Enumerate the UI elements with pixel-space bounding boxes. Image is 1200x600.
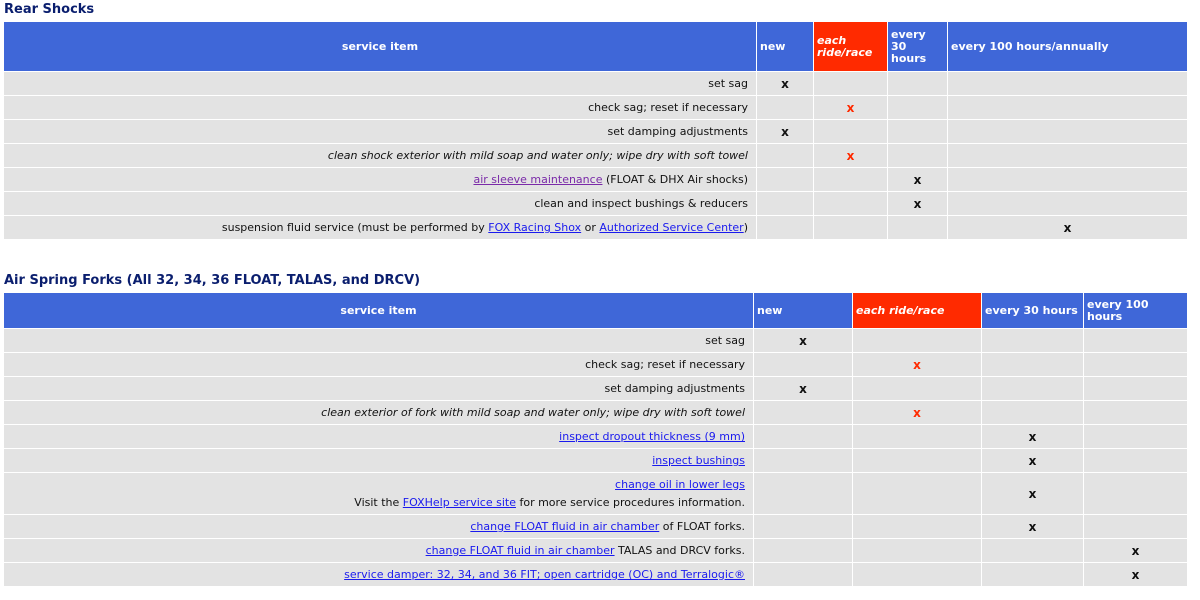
mark-each-ride: [814, 216, 888, 240]
mark-new: [754, 473, 853, 515]
mark-30-hours: [888, 72, 948, 96]
table-row: [4, 168, 1188, 192]
mark-new: x: [754, 329, 853, 353]
mark-each-ride: x: [814, 144, 888, 168]
mark-each-ride: [814, 168, 888, 192]
mark-new: x: [757, 72, 814, 96]
header-every-100-hours: every 100 hours/annually: [948, 22, 1188, 72]
mark-30-hours: x: [888, 192, 948, 216]
table-row: [4, 401, 1188, 425]
mark-each-ride: [814, 120, 888, 144]
foxhelp-service-site-link[interactable]: FOXHelp service site: [402, 495, 516, 509]
mark-new: [754, 539, 853, 563]
mark-30-hours: [982, 563, 1084, 587]
service-item: set damping adjustments: [4, 377, 754, 401]
service-item-note: (FLOAT & DHX Air shocks): [602, 173, 748, 186]
header-every-30-hours: every 30 hours: [982, 293, 1084, 329]
mark-each-ride: x: [853, 353, 982, 377]
table-row: [4, 425, 1188, 449]
mark-100-hours: [948, 168, 1188, 192]
table-row: [4, 120, 1188, 144]
header-service-item: service item: [4, 22, 757, 72]
mark-30-hours: x: [888, 168, 948, 192]
mark-100-hours: x: [1084, 539, 1188, 563]
mark-each-ride: [853, 425, 982, 449]
mark-100-hours: [948, 192, 1188, 216]
service-item-text: ): [743, 221, 748, 234]
header-each-ride: each ride/race: [853, 293, 982, 329]
table-row: [4, 563, 1188, 587]
mark-30-hours: [888, 216, 948, 240]
service-item: [4, 563, 754, 587]
service-item: [4, 473, 754, 515]
service-item: clean exterior of fork with mild soap and water only; wipe dry with soft towel: [4, 401, 754, 425]
table-row: [4, 96, 1188, 120]
mark-each-ride: [853, 329, 982, 353]
mark-each-ride: [853, 515, 982, 539]
service-item-text: Visit the: [354, 495, 403, 509]
mark-30-hours: [982, 539, 1084, 563]
mark-30-hours: x: [982, 425, 1084, 449]
mark-30-hours: x: [982, 515, 1084, 539]
service-damper-link[interactable]: service damper: 32, 34, and 36 FIT; open cartridge (OC) and Terralogic®: [344, 568, 745, 581]
header-every-100-hours: every 100 hours: [1084, 293, 1188, 329]
service-item: [4, 449, 754, 473]
mark-new: [754, 425, 853, 449]
header-service-item: service item: [4, 293, 754, 329]
table-row: [4, 377, 1188, 401]
mark-100-hours: [948, 96, 1188, 120]
table-row: [4, 515, 1188, 539]
rear-shocks-table: [4, 22, 1188, 240]
service-item: set sag: [4, 329, 754, 353]
service-item: clean shock exterior with mild soap and water only; wipe dry with soft towel: [4, 144, 757, 168]
mark-100-hours: [1084, 449, 1188, 473]
mark-100-hours: x: [948, 216, 1188, 240]
mark-new: [754, 563, 853, 587]
header-new: new: [757, 22, 814, 72]
mark-100-hours: [1084, 329, 1188, 353]
mark-30-hours: [982, 401, 1084, 425]
mark-100-hours: [1084, 473, 1188, 515]
service-item-text: for more service procedures information.: [515, 495, 745, 509]
header-new: new: [754, 293, 853, 329]
service-item-text: suspension fluid service (must be performed by: [221, 221, 489, 234]
mark-100-hours: x: [1084, 563, 1188, 587]
air-sleeve-maintenance-link[interactable]: air sleeve maintenance: [473, 173, 603, 186]
mark-100-hours: [948, 144, 1188, 168]
mark-each-ride: [853, 539, 982, 563]
inspect-bushings-link[interactable]: inspect bushings: [652, 454, 745, 467]
mark-new: [757, 96, 814, 120]
mark-new: [754, 353, 853, 377]
mark-100-hours: [1084, 425, 1188, 449]
mark-each-ride: [814, 192, 888, 216]
service-item-text: or: [581, 221, 600, 234]
mark-100-hours: [948, 120, 1188, 144]
table-row: [4, 473, 1188, 515]
mark-new: [754, 449, 853, 473]
change-oil-lower-legs-link[interactable]: change oil in lower legs: [615, 477, 745, 491]
mark-100-hours: [1084, 377, 1188, 401]
mark-30-hours: [888, 144, 948, 168]
service-item: clean and inspect bushings & reducers: [4, 192, 757, 216]
mark-30-hours: [888, 120, 948, 144]
service-item: [4, 168, 757, 192]
service-item: set sag: [4, 72, 757, 96]
mark-new: [757, 216, 814, 240]
table-row: [4, 539, 1188, 563]
mark-30-hours: [888, 96, 948, 120]
service-item: [4, 216, 757, 240]
mark-each-ride: x: [853, 401, 982, 425]
mark-each-ride: [853, 377, 982, 401]
mark-new: x: [754, 377, 853, 401]
mark-new: [757, 144, 814, 168]
change-float-fluid-link[interactable]: change FLOAT fluid in air chamber: [425, 544, 615, 557]
rear-shocks-title: Rear Shocks: [4, 2, 95, 17]
inspect-dropout-thickness-link[interactable]: inspect dropout thickness (9 mm): [559, 430, 745, 443]
service-item: check sag; reset if necessary: [4, 353, 754, 377]
table-row: [4, 353, 1188, 377]
service-item: [4, 539, 754, 563]
mark-new: x: [757, 120, 814, 144]
service-item-note: of FLOAT forks.: [659, 520, 745, 533]
mark-30-hours: [982, 353, 1084, 377]
air-forks-table: [4, 293, 1188, 587]
header-every-30-hours: every 30 hours: [888, 22, 948, 72]
mark-new: [754, 401, 853, 425]
table-row: [4, 216, 1188, 240]
service-item: set damping adjustments: [4, 120, 757, 144]
fox-racing-shox-link[interactable]: FOX Racing Shox: [488, 221, 582, 234]
service-item-note: TALAS and DRCV forks.: [614, 544, 745, 557]
change-float-fluid-link[interactable]: change FLOAT fluid in air chamber: [470, 520, 660, 533]
mark-new: [754, 515, 853, 539]
mark-new: [757, 168, 814, 192]
table-row: [4, 192, 1188, 216]
table-row: [4, 144, 1188, 168]
mark-each-ride: [853, 563, 982, 587]
air-forks-title: Air Spring Forks (All 32, 34, 36 FLOAT, TALAS, and DRCV): [4, 273, 421, 288]
mark-each-ride: [853, 473, 982, 515]
mark-100-hours: [1084, 353, 1188, 377]
mark-new: [757, 192, 814, 216]
header-each-ride: each ride/race: [814, 22, 888, 72]
mark-30-hours: [982, 329, 1084, 353]
mark-each-ride: [853, 449, 982, 473]
mark-each-ride: [814, 72, 888, 96]
mark-100-hours: [948, 72, 1188, 96]
mark-each-ride: x: [814, 96, 888, 120]
authorized-service-center-link[interactable]: Authorized Service Center: [599, 221, 744, 234]
mark-100-hours: [1084, 515, 1188, 539]
service-item: check sag; reset if necessary: [4, 96, 757, 120]
service-item: [4, 425, 754, 449]
mark-100-hours: [1084, 401, 1188, 425]
service-item: [4, 515, 754, 539]
mark-30-hours: [982, 377, 1084, 401]
table-row: [4, 72, 1188, 96]
mark-30-hours: x: [982, 449, 1084, 473]
mark-30-hours: x: [982, 473, 1084, 515]
table-row: [4, 449, 1188, 473]
table-row: [4, 329, 1188, 353]
